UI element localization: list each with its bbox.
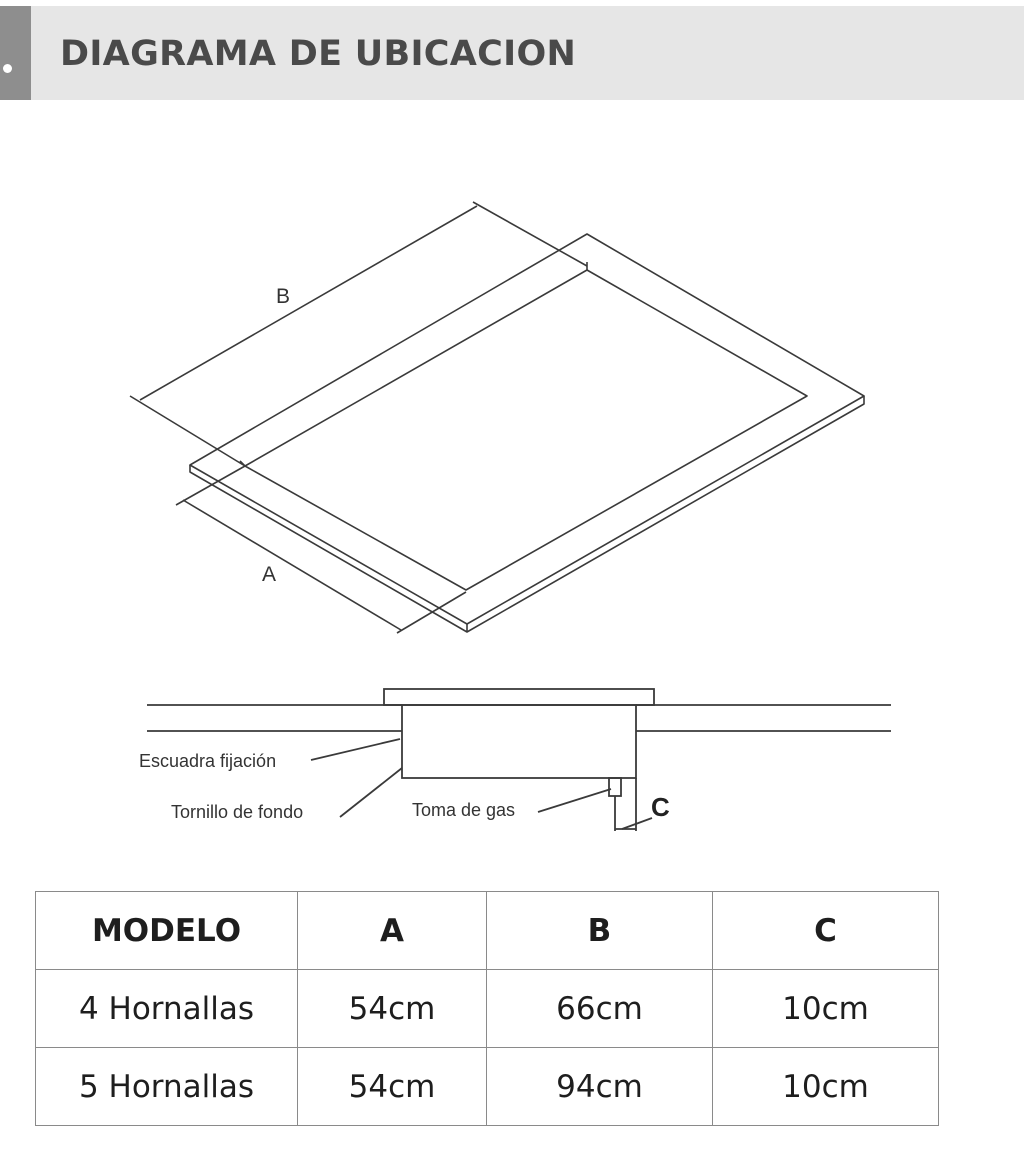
cell-b: 66cm (487, 970, 713, 1048)
cell-c: 10cm (713, 970, 939, 1048)
page-title: DIAGRAMA DE UBICACION (60, 34, 577, 74)
cell-a: 54cm (298, 1048, 487, 1126)
cell-c: 10cm (713, 1048, 939, 1126)
dimension-c-label: C (651, 792, 670, 822)
leader-bracket (311, 739, 400, 760)
gas-inlet (609, 778, 621, 796)
dimension-a-label: A (262, 563, 277, 586)
leader-screw (340, 768, 402, 817)
label-screw: Tornillo de fondo (171, 802, 304, 822)
dimension-b-line (140, 206, 477, 400)
slab-front-edge (190, 396, 864, 632)
table-header-row (36, 892, 939, 970)
slab-opening (245, 270, 807, 590)
leader-c (622, 818, 652, 829)
header-a: A (298, 892, 487, 970)
cell-model: 5 Hornallas (36, 1048, 298, 1126)
header-b: B (487, 892, 713, 970)
label-gas: Toma de gas (412, 800, 516, 820)
cooktop-glass (384, 689, 654, 705)
label-bracket: Escuadra fijación (139, 751, 277, 771)
dimension-b-label: B (276, 285, 291, 308)
models-table (35, 891, 939, 1126)
leader-gas (538, 789, 611, 812)
cooktop-body (402, 705, 636, 778)
header-c: C (713, 892, 939, 970)
table-row (36, 970, 939, 1048)
cell-a: 54cm (298, 970, 487, 1048)
cell-model: 4 Hornallas (36, 970, 298, 1048)
dimension-a-line (183, 500, 401, 630)
cell-b: 94cm (487, 1048, 713, 1126)
header-model: MODELO (36, 892, 298, 970)
slab-top-face (190, 234, 864, 624)
table-row (36, 1048, 939, 1126)
